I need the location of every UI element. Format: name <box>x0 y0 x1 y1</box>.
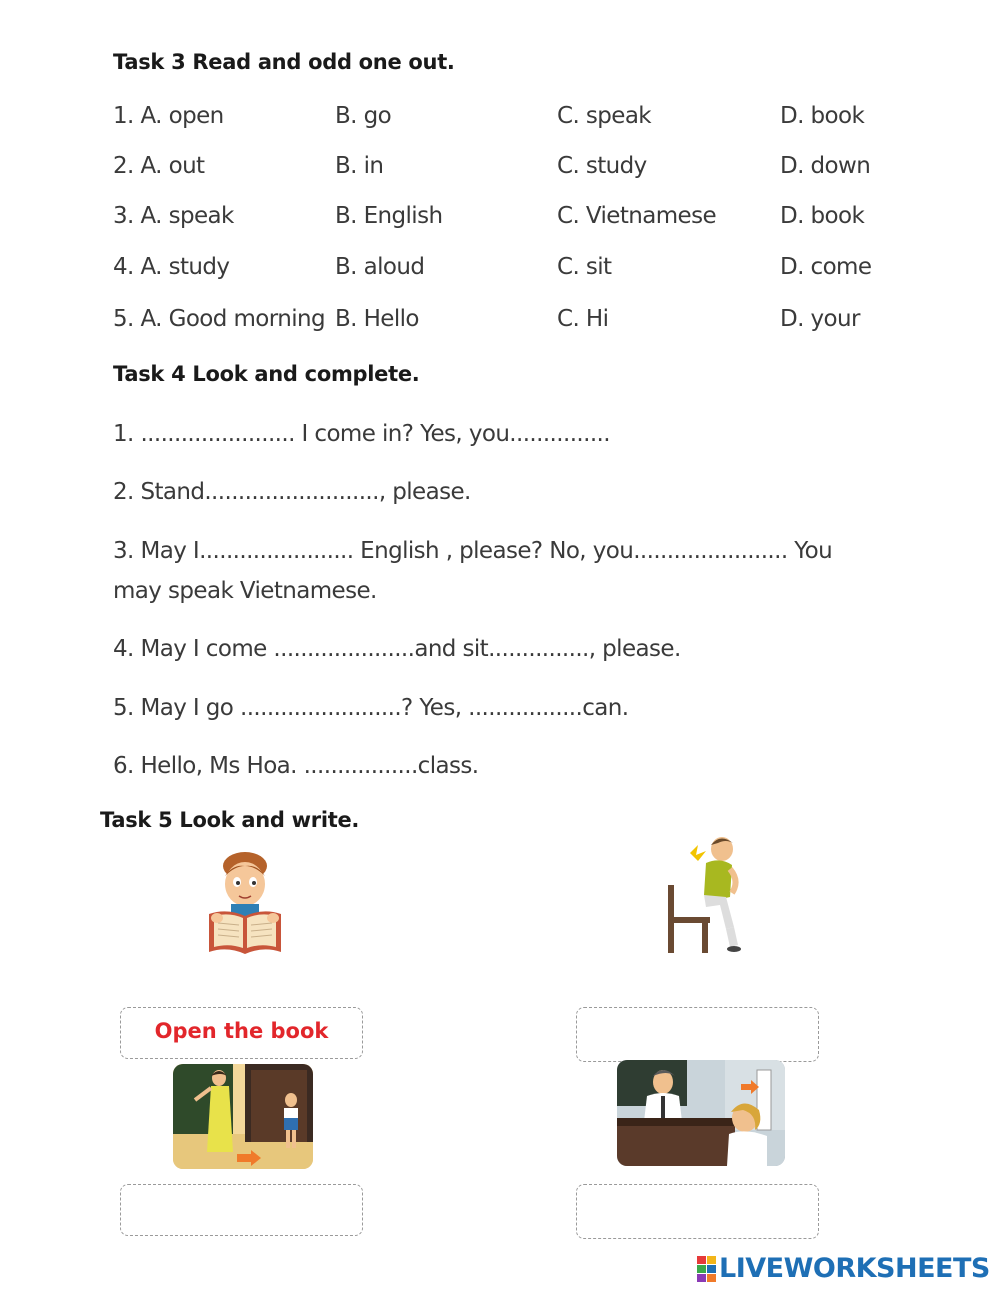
task3-row5-option-a: 5. A. Good morning <box>113 306 325 332</box>
task4-line-3-continued: may speak Vietnamese. <box>113 578 377 604</box>
answer-box-4[interactable] <box>576 1184 819 1239</box>
task3-row5-option-d: D. your <box>780 306 860 332</box>
task4-line-4: 4. May I come .....................and sit..............., please. <box>113 636 681 662</box>
task3-row4-option-b: B. aloud <box>335 254 425 280</box>
boy-reading-book-illustration <box>205 848 285 958</box>
task3-row2-option-c: C. study <box>557 153 647 179</box>
task5-title: Task 5 Look and write. <box>100 808 360 832</box>
task3-row5-option-c: C. Hi <box>557 306 609 332</box>
answer-box-2[interactable] <box>576 1007 819 1062</box>
example-answer-text: Open the book <box>154 1019 329 1043</box>
task3-row3-option-d: D. book <box>780 203 865 229</box>
task4-line-5: 5. May I go ........................? Yes, .................can. <box>113 695 629 721</box>
task4-title: Task 4 Look and complete. <box>113 362 420 386</box>
boy-sitting-down-illustration <box>660 835 755 955</box>
task3-row2-option-a: 2. A. out <box>113 153 205 179</box>
answer-box-3[interactable] <box>120 1184 363 1236</box>
task4-line-6: 6. Hello, Ms Hoa. .................class. <box>113 753 479 779</box>
task3-row2-option-d: D. down <box>780 153 871 179</box>
task3-row4-option-d: D. come <box>780 254 872 280</box>
task3-row3-option-b: B. English <box>335 203 443 229</box>
task3-row1-option-c: C. speak <box>557 103 652 129</box>
task3-row3-option-a: 3. A. speak <box>113 203 234 229</box>
task4-line-2: 2. Stand.........................., please. <box>113 479 471 505</box>
answer-box-1[interactable] <box>120 1007 363 1059</box>
task3-row4-option-c: C. sit <box>557 254 612 280</box>
task3-row2-option-b: B. in <box>335 153 384 179</box>
task4-line-3: 3. May I....................... English , please? No, you....................... You <box>113 538 833 564</box>
task3-row3-option-c: C. Vietnamese <box>557 203 717 229</box>
liveworksheets-logo-icon <box>697 1256 717 1282</box>
task3-row4-option-a: 4. A. study <box>113 254 230 280</box>
task3-row1-option-a: 1. A. open <box>113 103 224 129</box>
task3-row1-option-d: D. book <box>780 103 865 129</box>
task3-row1-option-b: B. go <box>335 103 392 129</box>
liveworksheets-logo-text: LIVEWORKSHEETS <box>719 1253 990 1284</box>
task3-row5-option-b: B. Hello <box>335 306 419 332</box>
teacher-student-classroom-picture <box>173 1064 313 1169</box>
task3-title: Task 3 Read and odd one out. <box>113 50 455 74</box>
teacher-at-desk-picture <box>617 1060 785 1166</box>
task4-line-1: 1. ....................... I come in? Yes, you............... <box>113 421 610 447</box>
